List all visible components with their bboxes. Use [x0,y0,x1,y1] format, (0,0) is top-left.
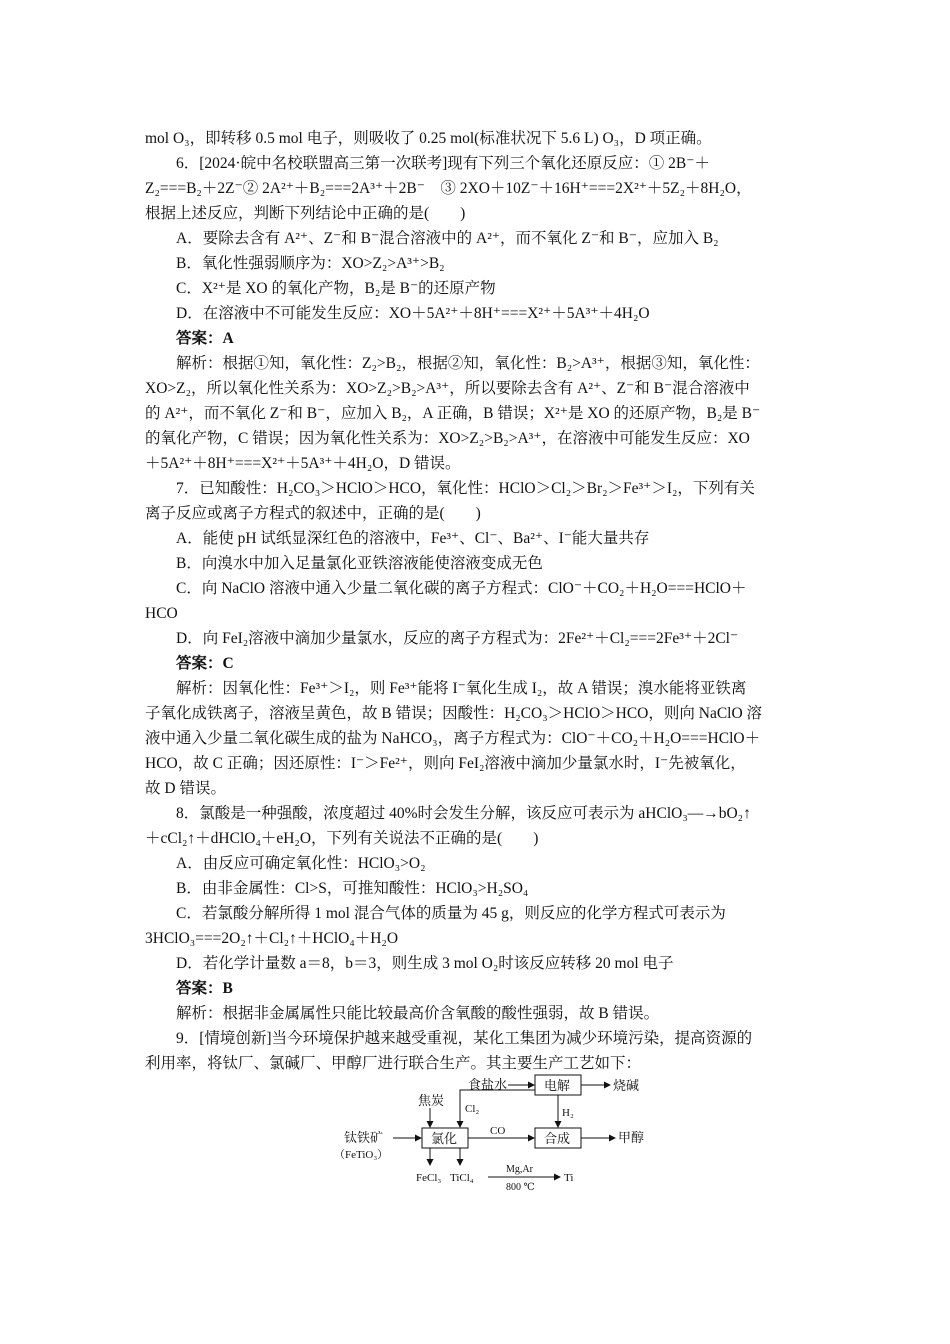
text-line: ＋cCl₂↑＋dHClO₄＋eH₂O，下列有关说法不正确的是( ) [145,830,539,847]
explanation: 解析：根据①知，氧化性：Z₂>B₂，根据②知，氧化性：B₂>A³⁺，根据③知，氧化性： [176,355,760,372]
ilmenite-label: 钛铁矿 [344,1130,384,1145]
option-d: D．在溶液中不可能发生反应：XO＋5A²⁺＋8H⁺===X²⁺＋5A³⁺＋4H₂O [176,305,650,322]
process-flow-diagram [330,1070,660,1195]
text-line: 的氧化产物，C 错误；因为氧化性关系为：XO>Z₂>B₂>A³⁺，在溶液中可能发生反应：XO [145,430,750,447]
ilmenite-formula-label: （FeTiO₃） [334,1149,389,1161]
text-line: 故 D 错误。 [145,780,226,797]
explanation: 解析：根据非金属属性只能比较最高价含氧酸的酸性强弱，故 B 错误。 [176,1005,660,1022]
explanation: 解析：因氧化性：Fe³⁺＞I₂，则 Fe³⁺能将 I⁻氧化生成 I₂，故 A 错误；溴水能将亚铁离 [176,680,747,697]
text-line: 根据上述反应，判断下列结论中正确的是( ) [145,205,466,222]
condition-bottom-label: 800 ℃ [506,1182,535,1193]
option-a: A．能使 pH 试纸显深红色的溶液中，Fe³⁺、Cl⁻、Ba²⁺、I⁻能大量共存 [176,530,650,547]
text-line: XO>Z₂，所以氧化性关系为：XO>Z₂>B₂>A³⁺，所以要除去含有 A²⁺、Z⁻和 B⁻混合溶液中 [145,380,750,397]
text-line: HCO，故 C 正确；因还原性：I⁻＞Fe²⁺，则向 FeI₂溶液中滴加少量氯水时，I⁻先被氧化， [145,755,746,772]
chlorination-label: 氯化 [431,1131,458,1146]
option-c: C．若氯酸分解所得 1 mol 混合气体的质量为 45 g，则反应的化学方程式可表示为 [176,905,726,922]
methanol-label: 甲醇 [618,1130,645,1145]
text-line: 液中通入少量二氧化碳生成的盐为 NaHCO₃，离子方程式为：ClO⁻＋CO₂＋H₂O===HClO＋ [145,730,761,747]
question-6-stem: 6．[2024·皖中名校联盟高三第一次联考]现有下列三个氧化还原反应：① 2B⁻＋ [176,155,710,172]
co-label: CO [490,1125,506,1137]
fecl3-label: FeCl₃ [416,1172,442,1184]
option-b: B．氧化性强弱顺序为：XO>Z₂>A³⁺>B₂ [176,255,445,272]
option-d: D．向 FeI₂溶液中滴加少量氯水，反应的离子方程式为：2Fe²⁺＋Cl₂===2Fe³⁺＋2Cl⁻ [176,630,739,647]
electrolysis-label: 电解 [544,1078,571,1093]
option-c: C．X²⁺是 XO 的氧化产物，B₂是 B⁻的还原产物 [176,280,496,297]
coke-label: 焦炭 [418,1093,445,1108]
synthesis-label: 合成 [544,1131,571,1146]
text-line: 的 A²⁺，而不氧化 Z⁻和 B⁻，应加入 B₂，A 正确，B 错误；X²⁺是 XO 的还原产物，B₂是 B⁻ [145,405,761,422]
condition-top-label: Mg,Ar [506,1164,533,1175]
text-line: 3HClO₃===2O₂↑＋Cl₂↑＋HClO₄＋H₂O [145,930,399,947]
cl2-label: Cl₂ [465,1103,480,1115]
option-a: A．要除去含有 A²⁺、Z⁻和 B⁻混合溶液中的 A²⁺，而不氧化 Z⁻和 B⁻，应加入 B₂ [176,230,719,247]
text-line: Z₂===B₂＋2Z⁻② 2A²⁺＋B₂===2A³⁺＋2B⁻ ③ 2XO＋10Z⁻＋16H⁺===2X²⁺＋5Z₂＋8H₂O， [145,180,752,197]
text-line: 利用率，将钛厂、氯碱厂、甲醇厂进行联合生产。其主要生产工艺如下： [145,1055,642,1072]
answer: 答案：C [176,655,234,672]
h2-label: H₂ [562,1107,574,1119]
text-line: 离子反应或离子方程式的叙述中，正确的是( ) [145,505,481,522]
answer: 答案：B [176,980,233,997]
option-d: D．若化学计量数 a＝8，b＝3，则生成 3 mol O₂时该反应转移 20 mol 电子 [176,955,674,972]
brine-label: 食盐水 [468,1077,508,1092]
text-line: ＋5A²⁺＋8H⁺===X²⁺＋5A³⁺＋4H₂O，D 错误。 [145,455,461,472]
text-line: HCO [145,605,178,622]
caustic-soda-label: 烧碱 [613,1078,640,1093]
ti-label: Ti [564,1172,574,1184]
question-8-stem: 8．氯酸是一种强酸，浓度超过 40%时会发生分解，该反应可表示为 aHClO₃—→bO₂↑ [176,805,751,822]
option-b: B．向溴水中加入足量氯化亚铁溶液能使溶液变成无色 [176,555,543,572]
document-body [145,126,807,1076]
question-7-stem: 7．已知酸性：H₂CO₃＞HClO＞HCO，氧化性：HClO＞Cl₂＞Br₂＞Fe³⁺＞I₂，下列有关 [176,480,755,497]
option-c: C．向 NaClO 溶液中通入少量二氧化碳的离子方程式：ClO⁻＋CO₂＋H₂O===HClO＋ [176,580,747,597]
ticl4-label: TiCl₄ [450,1172,474,1184]
option-b: B．由非金属性：Cl>S，可推知酸性：HClO₃>H₂SO₄ [176,880,529,897]
question-9-stem: 9．[情境创新]当今环境保护越来越受重视，某化工集团为减少环境污染，提高资源的 [176,1030,753,1047]
text-line: 子氧化成铁离子，溶液呈黄色，故 B 错误；因酸性：H₂CO₃＞HClO＞HCO，则向 NaClO 溶 [145,705,763,722]
text-line: mol O₃，即转移 0.5 mol 电子，则吸收了 0.25 mol(标准状况下 5.6 L) O₃，D 项正确。 [145,130,712,147]
answer: 答案：A [176,330,234,347]
option-a: A．由反应可确定氧化性：HClO₃>O₂ [176,855,426,872]
